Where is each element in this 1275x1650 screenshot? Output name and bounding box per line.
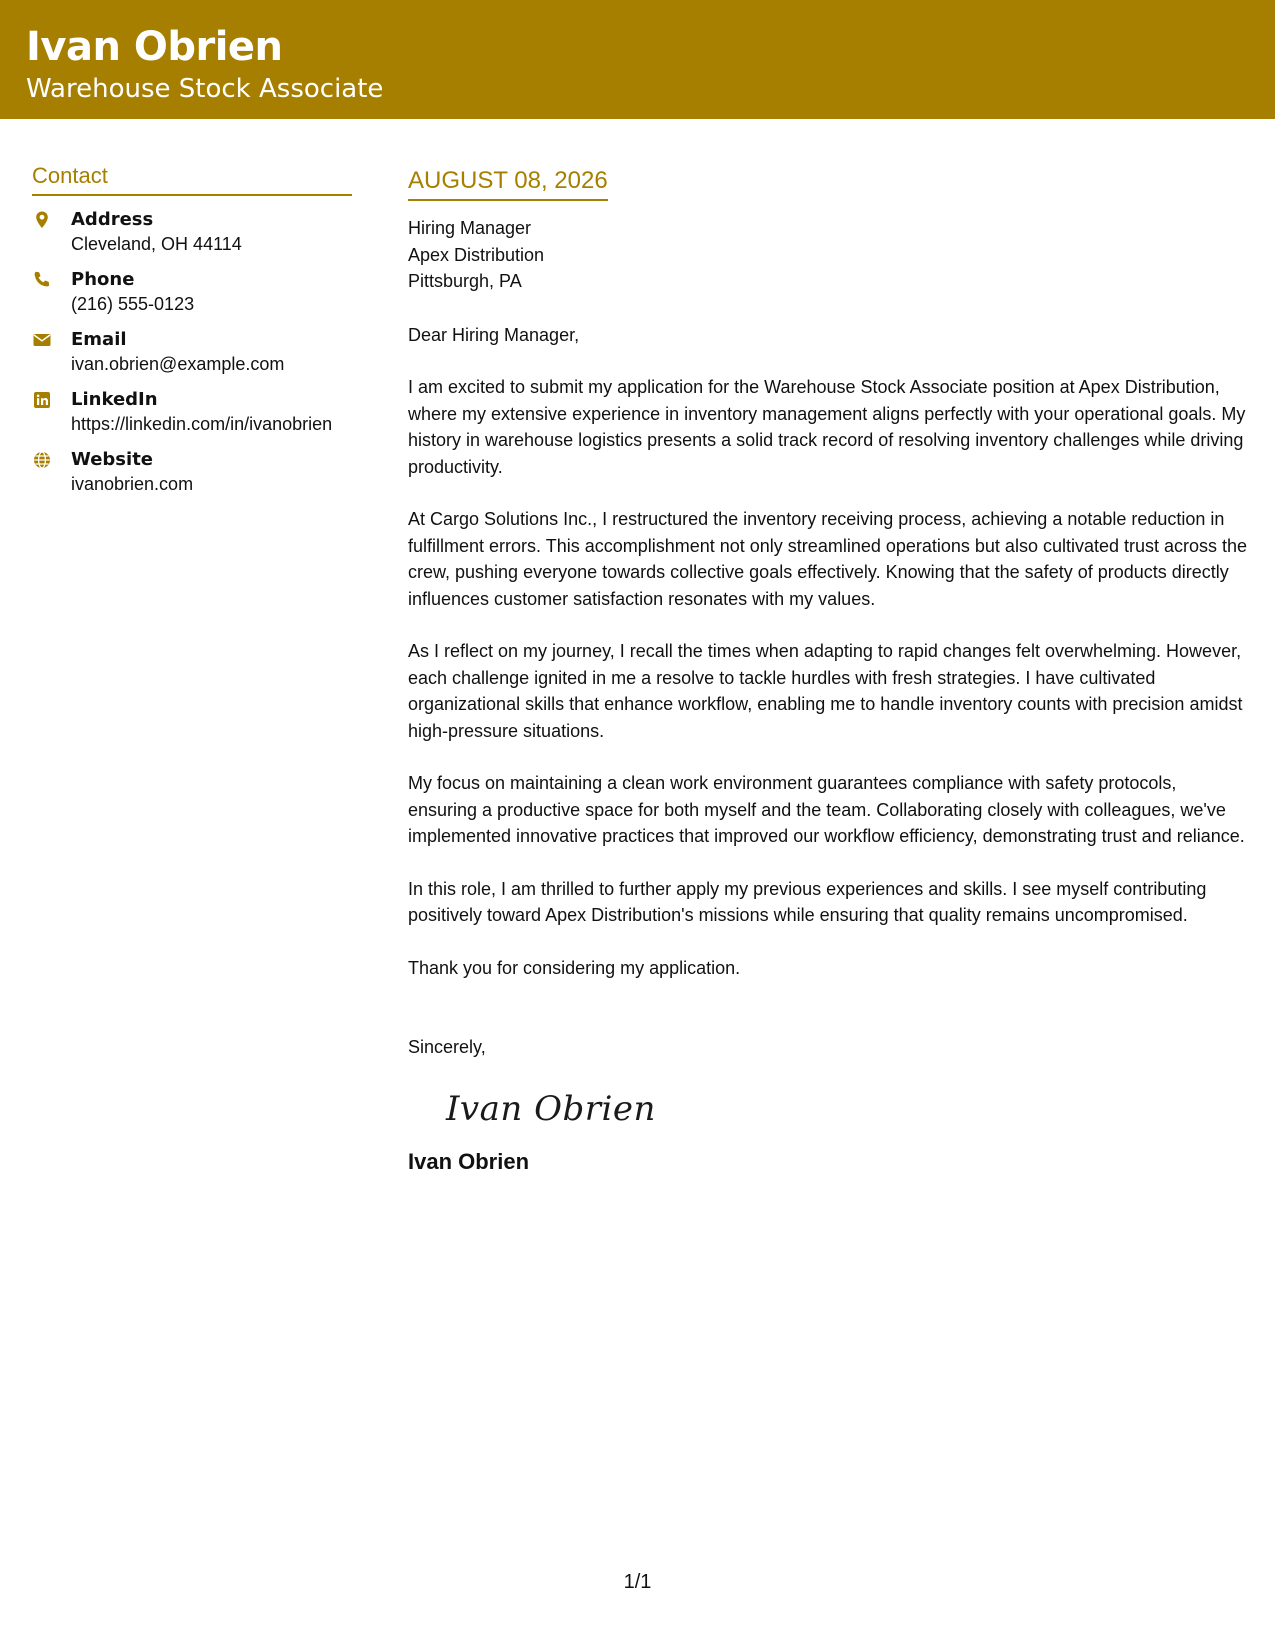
contact-item-phone — [32, 267, 352, 317]
contact-item-email — [32, 327, 352, 377]
phone-icon — [32, 270, 52, 290]
contact-list — [32, 207, 352, 497]
contact-sidebar — [32, 160, 352, 507]
contact-item-address — [32, 207, 352, 257]
letter-date: AUGUST 08, 2026 — [408, 165, 608, 201]
letter-body — [408, 165, 1248, 1177]
contact-value-website[interactable]: ivanobrien.com — [71, 474, 194, 494]
contact-item-linkedin — [32, 387, 352, 437]
contact-value-email[interactable]: ivan.obrien@example.com — [71, 354, 285, 374]
letter-paragraph: Thank you for considering my application. — [408, 957, 741, 978]
applicant-title: Warehouse Stock Associate — [26, 74, 384, 104]
handwritten-signature: Ivan Obrien — [446, 1088, 656, 1129]
letter-paragraph: My focus on maintaining a clean work environment guarantees compliance with safety protocols, ensuring a productive space for both myself and the team. Collaborating closely with colleagues, we've implemented innovative practices that improved our workflow efficiency, demonstrating trust and reliance. — [408, 773, 1245, 846]
letter-paragraph: As I reflect on my journey, I recall the times when adapting to rapid changes felt overwhelming. However, each challenge ignited in me a resolve to tackle hurdles with fresh strategies. I have cultivated organizational skills that enhance workflow, enabling me to handle inventory counts with precision amidst high-pressure situations. — [408, 641, 1243, 741]
letter-paragraph: I am excited to submit my application for the Warehouse Stock Associate position at Apex Distribution, where my extensive experience in inventory management aligns perfectly with your operational goals. My history in warehouse logistics presents a solid track record of resolving inventory challenges while driving productivity. — [408, 377, 1246, 477]
contact-label-linkedin: LinkedIn — [71, 389, 158, 410]
recipient-line: Pittsburgh, PA — [408, 271, 522, 291]
contact-value-phone[interactable]: (216) 555-0123 — [71, 294, 195, 314]
recipient-line: Apex Distribution — [408, 244, 545, 265]
map-pin-icon — [32, 210, 52, 230]
contact-label-address: Address — [71, 209, 154, 230]
linkedin-icon — [32, 390, 52, 410]
contact-heading: Contact — [32, 160, 352, 196]
recipient-line: Hiring Manager — [408, 218, 532, 238]
contact-label-phone: Phone — [71, 269, 135, 290]
contact-label-email: Email — [71, 329, 127, 350]
contact-value-linkedin[interactable]: https://linkedin.com/in/ivanobrien — [71, 414, 333, 434]
closing: Sincerely, — [408, 1037, 486, 1057]
applicant-name: Ivan Obrien — [26, 24, 283, 70]
contact-item-website — [32, 447, 352, 497]
page-number: 1/1 — [623, 1571, 652, 1593]
contact-value-address: Cleveland, OH 44114 — [71, 234, 242, 254]
header-banner — [0, 0, 1275, 119]
contact-label-website: Website — [71, 449, 154, 470]
signer-name: Ivan Obrien — [408, 1148, 530, 1174]
envelope-icon — [32, 330, 52, 350]
globe-icon — [32, 450, 52, 470]
letter-paragraph: At Cargo Solutions Inc., I restructured the inventory receiving process, achieving a notable reduction in fulfillment errors. This accomplishment not only streamlined operations but also cultivated trust across the crew, pushing everyone towards collective goals effectively. Knowing that the safety of products directly influences customer satisfaction resonates with my values. — [408, 509, 1248, 609]
recipient-block — [408, 215, 1248, 295]
salutation: Dear Hiring Manager, — [408, 324, 580, 345]
letter-paragraph: In this role, I am thrilled to further apply my previous experiences and skills. I see myself contributing positively toward Apex Distribution's missions while ensuring that quality remains uncompromised. — [408, 878, 1207, 925]
